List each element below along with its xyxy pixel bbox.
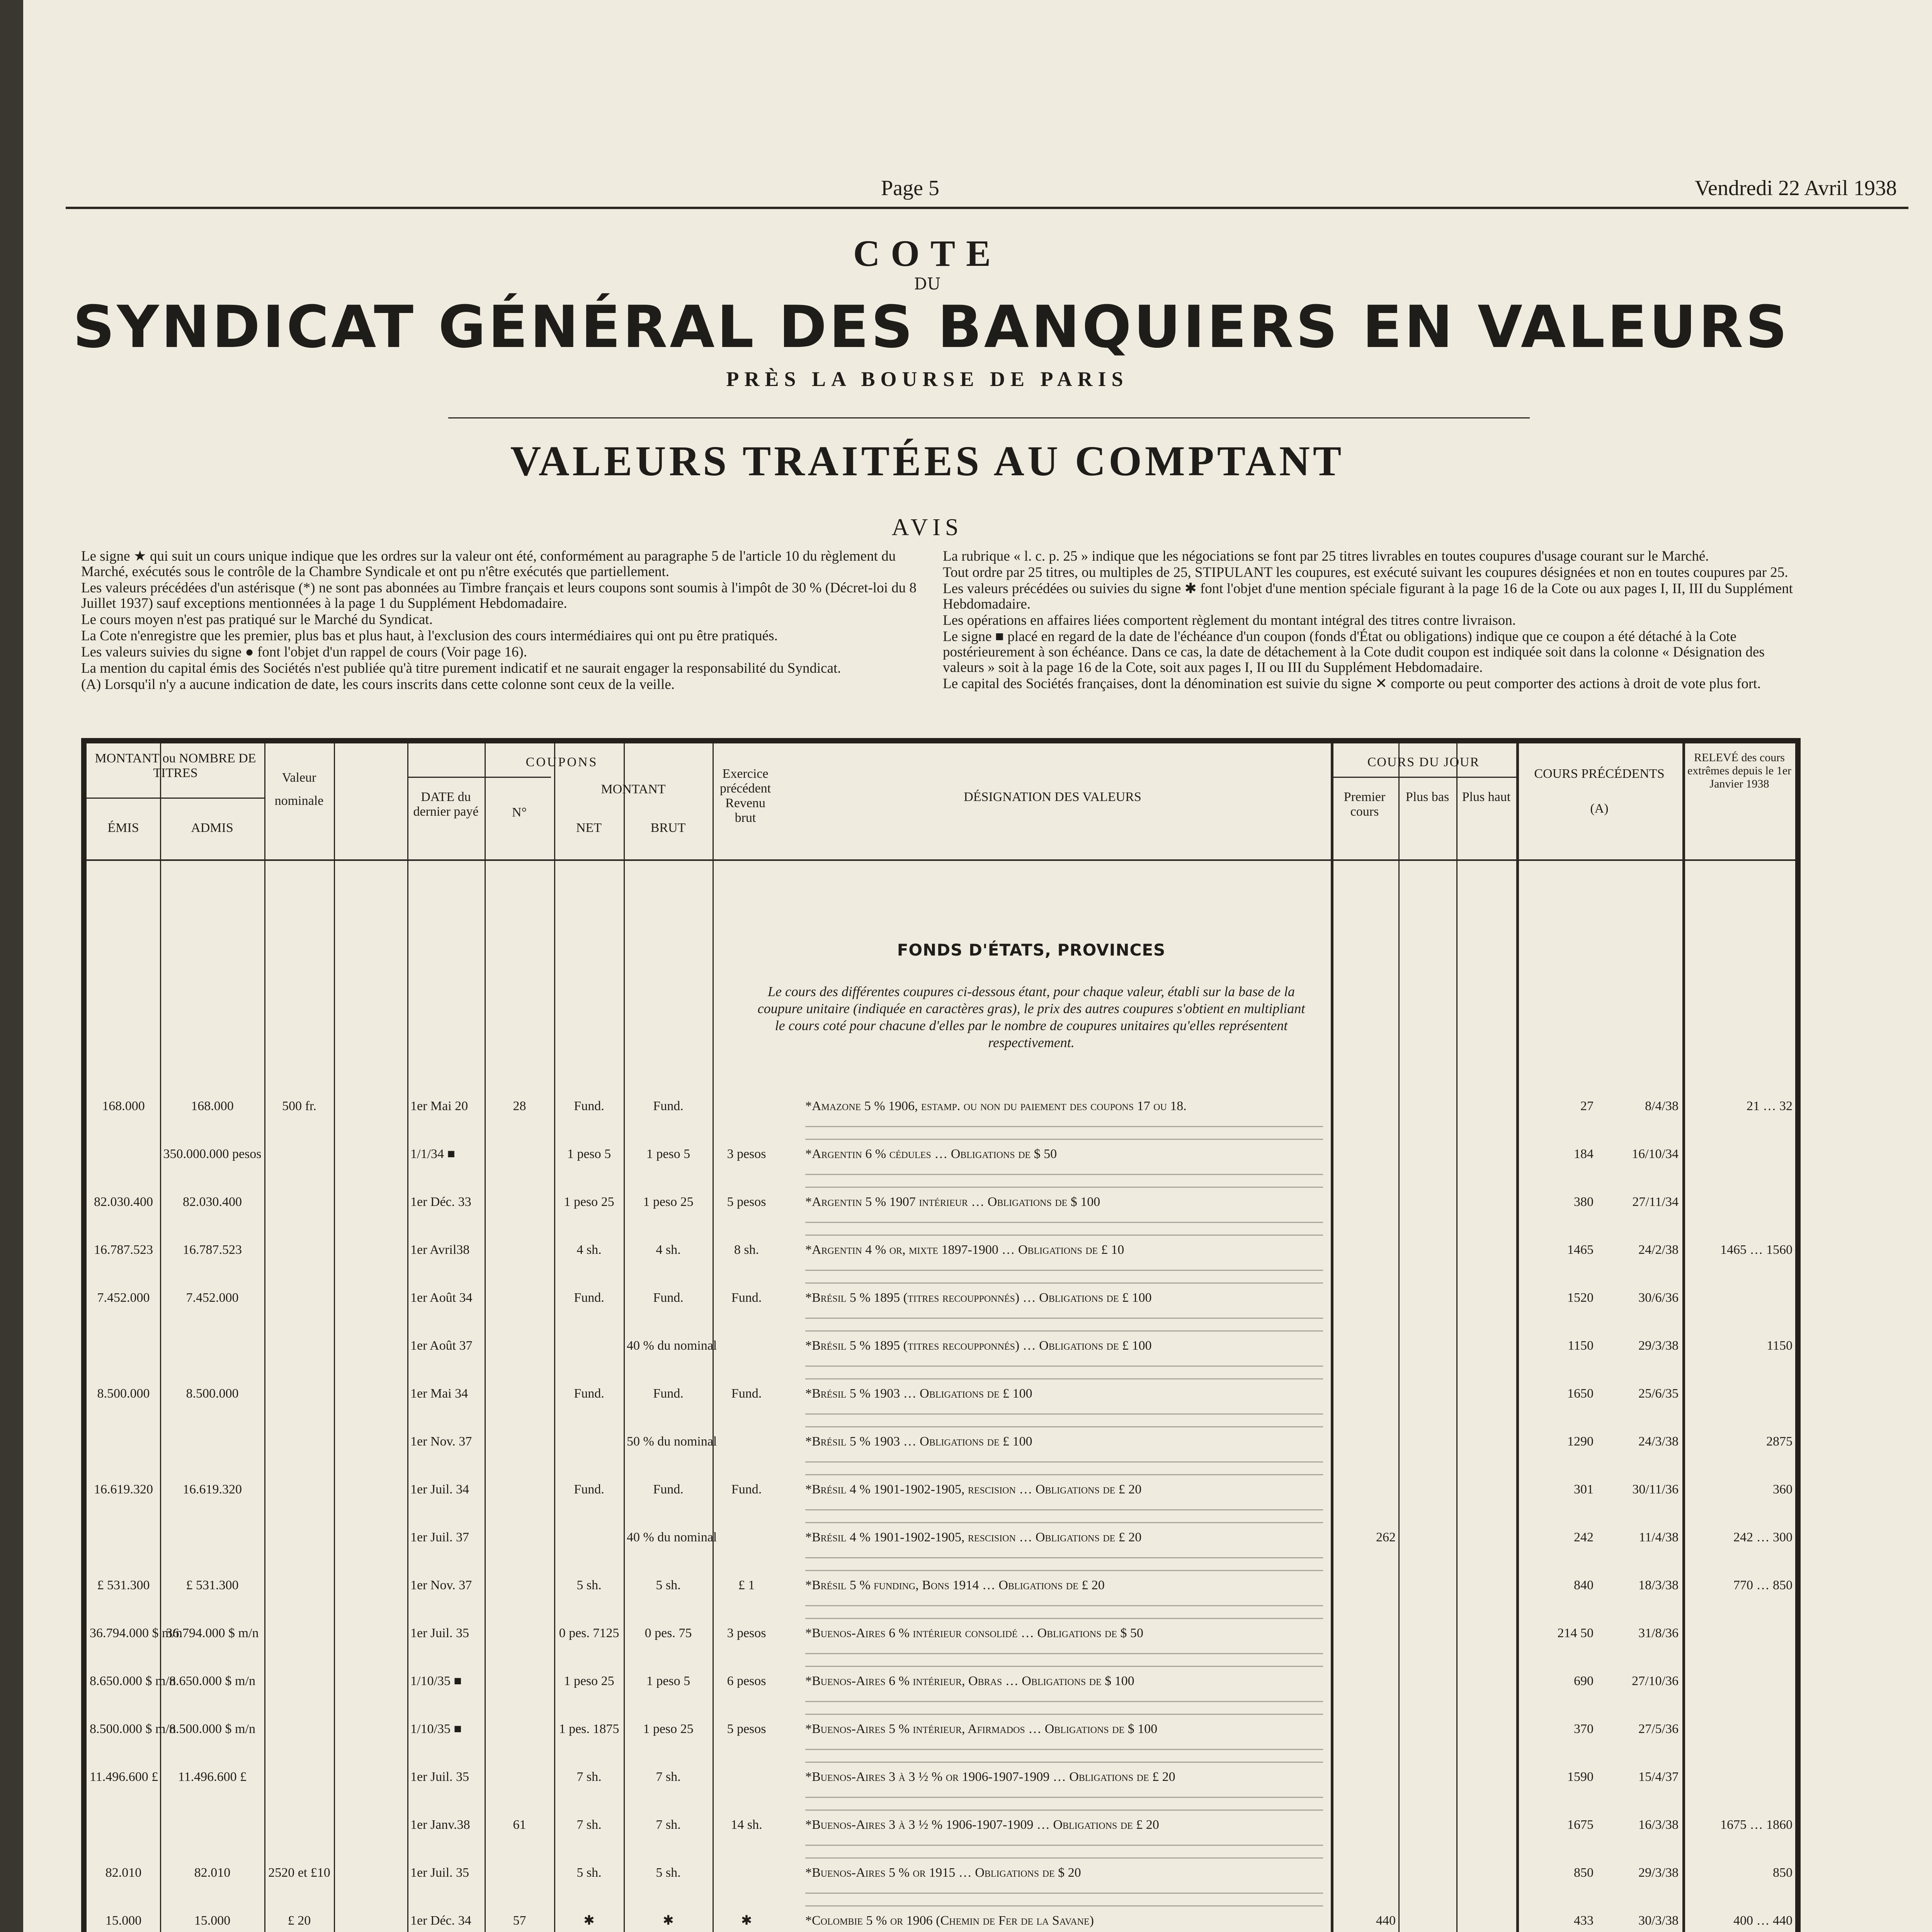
cell-admis: 16.619.320	[183, 1482, 242, 1497]
cell-brut: Fund.	[653, 1099, 684, 1113]
cell-admis: 82.010	[194, 1866, 231, 1880]
cell-emis: 82.030.400	[94, 1195, 153, 1209]
quotes-table	[81, 738, 1801, 1932]
header-admis: ADMIS	[191, 821, 233, 835]
cell-prec-date: 18/3/38	[1638, 1578, 1679, 1592]
cell-emis: 82.010	[105, 1866, 142, 1880]
cell-emis: 8.500.000	[97, 1386, 150, 1401]
page-number: Page 5	[881, 176, 939, 200]
leader-dots	[805, 1929, 1323, 1932]
notes-right	[943, 549, 1793, 692]
cell-brut: 1 peso 25	[643, 1722, 694, 1736]
cell-brut: 1 peso 25	[643, 1195, 694, 1209]
cell-date: 1er Juil. 35	[410, 1626, 469, 1640]
cell-date: 1er Nov. 37	[410, 1434, 472, 1449]
cell-des: *Buenos-Aires 3 à 3 ½ % or 1906-1907-1909 … Obligations de £ 20	[805, 1770, 1175, 1784]
cell-prec-date: 27/11/34	[1632, 1195, 1679, 1209]
note: Les valeurs suivies du signe ● font l'objet d'un rappel de cours (Voir page 16).	[81, 644, 527, 660]
cell-date: 1er Déc. 33	[410, 1195, 471, 1209]
cell-prec-date: 16/3/38	[1638, 1818, 1679, 1832]
leader-dots	[805, 1546, 1323, 1577]
cell-admis: 7.452.000	[186, 1291, 239, 1305]
header-cours-jour: COURS DU JOUR	[1367, 755, 1480, 769]
cell-brut: 1 peso 5	[646, 1147, 690, 1161]
cell-rel: 1150	[1767, 1338, 1793, 1353]
cell-prec-date: 27/5/36	[1638, 1722, 1679, 1736]
cell-prec: 850	[1574, 1866, 1594, 1880]
note: Tout ordre par 25 titres, ou multiples de 25, STIPULANT les coupures, est exécuté suivant les coupures désignées et non en toutes coupures par 25.	[943, 565, 1788, 580]
cell-date: 1er Juil. 35	[410, 1866, 469, 1880]
cell-prec-date: 29/3/38	[1638, 1866, 1679, 1880]
cell-net: 1 peso 5	[567, 1147, 611, 1161]
binding-gutter	[0, 0, 23, 1932]
cell-rel: 242 … 300	[1733, 1530, 1793, 1544]
cell-prec-date: 30/3/38	[1638, 1913, 1679, 1928]
table-row	[87, 1913, 1795, 1932]
cell-emis: £ 531.300	[97, 1578, 150, 1592]
cell-des: *Argentin 6 % cédules … Obligations de $ 50	[805, 1147, 1057, 1161]
leader-dots	[805, 1594, 1323, 1624]
cell-date: 1er Déc. 34	[410, 1913, 471, 1928]
cell-rev: Fund.	[731, 1291, 762, 1305]
cell-net: 5 sh.	[577, 1578, 602, 1592]
note: La rubrique « l. c. p. 25 » indique que les négociations se font par 25 titres livrables en toutes coupures d'usage courant sur le Marché.	[943, 548, 1709, 564]
cell-net: 1 peso 25	[564, 1195, 614, 1209]
cell-nom: £ 20	[287, 1913, 311, 1928]
header-plus-haut: Plus haut	[1462, 790, 1511, 804]
coupons-rule	[407, 777, 551, 778]
leader-dots	[805, 1881, 1323, 1912]
cell-num: 28	[513, 1099, 526, 1113]
cell-admis: 82.030.400	[183, 1195, 242, 1209]
header-designation: DÉSIGNATION DES VALEURS	[964, 790, 1141, 804]
header-net: NET	[576, 821, 602, 835]
cell-net: 5 sh.	[577, 1866, 602, 1880]
cell-des: *Argentin 4 % or, mixte 1897-1900 … Obligations de £ 10	[805, 1243, 1124, 1257]
header-brut: BRUT	[650, 821, 686, 835]
masthead-title: SYNDICAT GÉNÉRAL DES BANQUIERS EN VALEURS	[73, 294, 1790, 361]
cell-brut: 5 sh.	[656, 1866, 681, 1880]
cell-admis: 168.000	[191, 1099, 234, 1113]
cell-admis: 8.650.000 $ m/n	[169, 1674, 255, 1688]
cell-rev: 5 pesos	[727, 1195, 766, 1209]
cell-des: *Brésil 4 % 1901-1902-1905, rescision … Obligations de £ 20	[805, 1482, 1142, 1497]
cell-admis: £ 531.300	[186, 1578, 239, 1592]
cell-prec: 380	[1574, 1195, 1594, 1209]
cell-prec: 1150	[1568, 1338, 1594, 1353]
cell-date: 1er Juil. 34	[410, 1482, 469, 1497]
leader-dots	[805, 1689, 1323, 1720]
cell-net: 0 pes. 7125	[559, 1626, 619, 1640]
cell-admis: 11.496.600 £	[178, 1770, 247, 1784]
cell-prec-date: 11/4/38	[1639, 1530, 1679, 1544]
cell-rev: 5 pesos	[727, 1722, 766, 1736]
leader-dots	[805, 1737, 1323, 1768]
note: Les valeurs précédées ou suivies du signe ✱ font l'objet d'une mention spéciale figurant à la page 16 de la Cote ou aux pages I, II, III du Supplément Hebdomadaire.	[943, 581, 1793, 612]
cell-date: 1er Avril38	[410, 1243, 470, 1257]
cell-admis: 350.000.000 pesos	[163, 1147, 262, 1161]
cell-brut: 4 sh.	[656, 1243, 681, 1257]
cell-prec: 1290	[1567, 1434, 1594, 1449]
section-intro: Le cours des différentes coupures ci-dessous étant, pour chaque valeur, établi sur la base de la coupure unitaire (indiquée en caractères gras), le prix des autres coupures s'obtient en multipliant le cours coté pour chacune d'elles par le nombre de coupures unitaires qu'elles représentent respectivement.	[757, 984, 1305, 1050]
cell-admis: 8.500.000 $ m/n	[169, 1722, 255, 1736]
cell-net: ✱	[583, 1913, 595, 1928]
cell-brut: 7 sh.	[656, 1818, 681, 1832]
cell-date: 1er Août 34	[410, 1291, 473, 1305]
cell-des: *Brésil 5 % 1903 … Obligations de £ 100	[805, 1386, 1032, 1401]
cell-rel: 1675 … 1860	[1720, 1818, 1793, 1832]
cell-rel: 21 … 32	[1747, 1099, 1793, 1113]
cell-rev: 3 pesos	[727, 1626, 766, 1640]
header-cours-precedents-a: (A)	[1590, 801, 1609, 816]
header-montant-coupon: MONTANT	[601, 782, 666, 796]
cote-heading: COTE	[853, 233, 1002, 274]
leader-dots	[805, 1162, 1323, 1193]
header-coupons: COUPONS	[526, 755, 598, 769]
cell-num: 57	[513, 1913, 526, 1928]
cell-brut: Fund.	[653, 1386, 684, 1401]
cell-prem: 440	[1376, 1913, 1396, 1928]
cell-admis: 16.787.523	[183, 1243, 242, 1257]
header-bottom-rule	[87, 859, 1795, 861]
cell-des: *Buenos-Aires 5 % intérieur, Afirmados … Obligations de $ 100	[805, 1722, 1158, 1736]
leader-dots	[805, 1210, 1323, 1241]
cell-prec-date: 30/11/36	[1632, 1482, 1679, 1497]
header-nominale: nominale	[274, 794, 324, 808]
leader-dots	[805, 1258, 1323, 1289]
cell-des: *Brésil 5 % 1895 (titres recoupponnés) … Obligations de £ 100	[805, 1291, 1152, 1305]
header-date: DATE du dernier payé	[413, 790, 479, 819]
cell-prec-date: 30/6/36	[1638, 1291, 1679, 1305]
cell-prec-date: 24/2/38	[1638, 1243, 1679, 1257]
note: Le signe ★ qui suit un cours unique indique que les ordres sur la valeur ont été, conformément au paragraphe 5 de l'article 10 du règlement du Marché, exécutés sous le contrôle de la Chambre Syndicale et ont pu n'être exécutés que partiellement.	[81, 548, 896, 580]
cell-admis: 8.500.000	[186, 1386, 239, 1401]
note: Le cours moyen n'est pas pratiqué sur le Marché du Syndicat.	[81, 612, 433, 628]
cell-prec: 242	[1574, 1530, 1594, 1544]
cell-des: *Brésil 4 % 1901-1902-1905, rescision … Obligations de £ 20	[805, 1530, 1142, 1544]
cell-des: *Colombie 5 % or 1906 (Chemin de Fer de la Savane)	[805, 1913, 1094, 1928]
cell-des: *Brésil 5 % 1895 (titres recoupponnés) … Obligations de £ 100	[805, 1338, 1152, 1353]
section-title: FONDS D'ÉTATS, PROVINCES	[897, 940, 1166, 959]
cell-prec: 214 50	[1557, 1626, 1594, 1640]
cell-brut: 50 % du nominal	[627, 1434, 717, 1449]
title-rule	[448, 417, 1530, 418]
notes-left	[81, 549, 931, 693]
cell-date: 1/10/35 ■	[410, 1722, 462, 1736]
cell-date: 1er Juil. 35	[410, 1770, 469, 1784]
cell-brut: 7 sh.	[656, 1770, 681, 1784]
cell-prec: 433	[1574, 1913, 1594, 1928]
cell-rel: 1465 … 1560	[1720, 1243, 1793, 1257]
cell-des: *Argentin 5 % 1907 intérieur … Obligations de $ 100	[805, 1195, 1100, 1209]
note: (A) Lorsqu'il n'y a aucune indication de date, les cours inscrits dans cette colonne sont ceux de la veille.	[81, 677, 675, 692]
cell-net: Fund.	[574, 1482, 604, 1497]
cell-rev: Fund.	[731, 1386, 762, 1401]
montant-titres-rule	[87, 798, 264, 799]
cell-des: *Buenos-Aires 6 % intérieur, Obras … Obligations de $ 100	[805, 1674, 1134, 1688]
cell-net: Fund.	[574, 1099, 604, 1113]
cell-prec: 840	[1574, 1578, 1594, 1592]
cell-brut: 1 peso 5	[646, 1674, 690, 1688]
cell-net: 1 peso 25	[564, 1674, 614, 1688]
cell-prec: 370	[1574, 1722, 1594, 1736]
cell-des: *Buenos-Aires 5 % or 1915 … Obligations de $ 20	[805, 1866, 1081, 1880]
cours-jour-rule	[1331, 777, 1516, 778]
cell-emis: 8.650.000 $ m/n	[90, 1674, 176, 1688]
cell-brut: 40 % du nominal	[627, 1530, 717, 1544]
leader-dots	[805, 1402, 1323, 1433]
cell-des: *Brésil 5 % funding, Bons 1914 … Obligations de £ 20	[805, 1578, 1105, 1592]
cell-prec-date: 29/3/38	[1638, 1338, 1679, 1353]
cell-des: *Buenos-Aires 3 à 3 ½ % 1906-1907-1909 … Obligations de £ 20	[805, 1818, 1159, 1832]
note: Les opérations en affaires liées comportent règlement du montant intégral des titres contre livraison.	[943, 612, 1516, 628]
header-emis: ÉMIS	[107, 821, 139, 835]
leader-dots	[805, 1114, 1323, 1145]
cell-num: 61	[513, 1818, 526, 1832]
cell-emis: 16.787.523	[94, 1243, 153, 1257]
header-montant: MONTANT ou NOMBRE DE TITRES	[95, 751, 256, 780]
cell-emis: 11.496.600 £	[90, 1770, 158, 1784]
cell-rel: 360	[1773, 1482, 1793, 1497]
cell-prec: 184	[1574, 1147, 1594, 1161]
cell-prec: 1465	[1567, 1243, 1594, 1257]
cell-emis: 15.000	[105, 1913, 142, 1928]
cell-prec: 1520	[1567, 1291, 1594, 1305]
leader-dots	[805, 1785, 1323, 1816]
cell-prem: 262	[1376, 1530, 1396, 1544]
cell-date: 1er Août 37	[410, 1338, 473, 1353]
cell-rev: 6 pesos	[727, 1674, 766, 1688]
cell-des: *Brésil 5 % 1903 … Obligations de £ 100	[805, 1434, 1032, 1449]
cell-nom: 500 fr.	[282, 1099, 316, 1113]
header-releve: RELEVÉ des cours extrêmes depuis le 1er Janvier 1938	[1687, 751, 1792, 790]
cell-net: 7 sh.	[577, 1818, 602, 1832]
cell-brut: 0 pes. 75	[645, 1626, 692, 1640]
newspaper-page	[23, 0, 1932, 1932]
cell-date: 1er Nov. 37	[410, 1578, 472, 1592]
cell-prec: 301	[1574, 1482, 1594, 1497]
header-numero: N°	[512, 805, 527, 820]
header-valeur: Valeur	[282, 770, 316, 785]
cell-rel: 770 … 850	[1733, 1578, 1793, 1592]
cell-prec: 690	[1574, 1674, 1594, 1688]
cell-des: *Amazone 5 % 1906, estamp. ou non du paiement des coupons 17 ou 18.	[805, 1099, 1187, 1113]
cell-rev: 14 sh.	[731, 1818, 762, 1832]
note: La Cote n'enregistre que les premier, plus bas et plus haut, à l'exclusion des cours intermédiaires qui ont pu être pratiqués.	[81, 628, 778, 644]
cell-date: 1/10/35 ■	[410, 1674, 462, 1688]
cell-prec: 27	[1580, 1099, 1594, 1113]
leader-dots	[805, 1450, 1323, 1481]
leader-dots	[805, 1306, 1323, 1337]
cell-emis: 8.500.000 $ m/n	[90, 1722, 176, 1736]
cell-rev: ✱	[741, 1913, 752, 1928]
cell-brut: Fund.	[653, 1482, 684, 1497]
cell-date: 1/1/34 ■	[410, 1147, 455, 1161]
cell-prec: 1650	[1567, 1386, 1594, 1401]
note: Les valeurs précédées d'un astérisque (*) ne sont pas abonnées au Timbre français et leurs coupons sont soumis à l'impôt de 30 % (Décret-loi du 8 Juillet 1937) sauf exceptions mentionnées à la page 1 du Supplément Hebdomadaire.	[81, 580, 917, 611]
cell-date: 1er Juil. 37	[410, 1530, 469, 1544]
header-premier: Premier cours	[1344, 790, 1386, 819]
cell-prec-date: 31/8/36	[1638, 1626, 1679, 1640]
cell-prec-date: 16/10/34	[1632, 1147, 1679, 1161]
cell-net: 7 sh.	[577, 1770, 602, 1784]
masthead-subtitle: PRÈS LA BOURSE DE PARIS	[726, 367, 1129, 391]
cell-rel: 850	[1773, 1866, 1793, 1880]
leader-dots	[805, 1354, 1323, 1385]
header-rule	[66, 207, 1908, 209]
cell-brut: Fund.	[653, 1291, 684, 1305]
cell-emis: 168.000	[102, 1099, 145, 1113]
note: La mention du capital émis des Sociétés n'est publiée qu'à titre purement indicatif et ne saurait engager la responsabilité du Syndicat.	[81, 660, 841, 676]
header-plus-bas: Plus bas	[1405, 790, 1449, 804]
cell-nom: 2520 et £10	[268, 1866, 330, 1880]
du-heading: DU	[914, 274, 941, 293]
cell-rev: 3 pesos	[727, 1147, 766, 1161]
cell-prec-date: 24/3/38	[1638, 1434, 1679, 1449]
cell-rel: 400 … 440	[1733, 1913, 1793, 1928]
cell-brut: 40 % du nominal	[627, 1338, 717, 1353]
cell-rev: 8 sh.	[734, 1243, 759, 1257]
leader-dots	[805, 1833, 1323, 1864]
cell-admis: 15.000	[194, 1913, 231, 1928]
cell-prec-date: 15/4/37	[1638, 1770, 1679, 1784]
note: Le signe ■ placé en regard de la date de l'échéance d'un coupon (fonds d'État ou obligations) indique que ce coupon a été détaché à la Cote postérieurement à son échéance. Dans ce cas, la date de détachement à la Cote dudit coupon est indiquée soit dans la colonne « Désignation des valeurs » soit à la page 16 de la Cote, soit aux pages I, II ou III du Supplément Hebdomadaire.	[943, 629, 1765, 675]
avis-heading: AVIS	[891, 514, 963, 541]
issue-date: Vendredi 22 Avril 1938	[1694, 176, 1897, 200]
leader-dots	[805, 1498, 1323, 1529]
cell-rev: £ 1	[738, 1578, 755, 1592]
cell-rel: 2875	[1766, 1434, 1793, 1449]
cell-emis: 7.452.000	[97, 1291, 150, 1305]
cell-net: Fund.	[574, 1386, 604, 1401]
cell-rev: Fund.	[731, 1482, 762, 1497]
cell-net: Fund.	[574, 1291, 604, 1305]
cell-brut: 5 sh.	[656, 1578, 681, 1592]
cell-date: 1er Janv.38	[410, 1818, 470, 1832]
cell-des: *Buenos-Aires 6 % intérieur consolidé … Obligations de $ 50	[805, 1626, 1143, 1640]
cell-prec-date: 8/4/38	[1645, 1099, 1679, 1113]
cell-prec-date: 25/6/35	[1638, 1386, 1679, 1401]
section-heading: VALEURS TRAITÉES AU COMPTANT	[510, 437, 1345, 485]
cell-date: 1er Mai 34	[410, 1386, 468, 1401]
cell-brut: ✱	[663, 1913, 674, 1928]
cell-net: 1 pes. 1875	[559, 1722, 619, 1736]
cell-net: 4 sh.	[577, 1243, 602, 1257]
cell-emis: 16.619.320	[94, 1482, 153, 1497]
cell-prec-date: 27/10/36	[1632, 1674, 1679, 1688]
cell-emis: 36.794.000 $ m/n	[90, 1626, 182, 1640]
cell-prec: 1675	[1567, 1818, 1594, 1832]
cell-admis: 36.794.000 $ m/n	[166, 1626, 259, 1640]
header-exercice: Exercice précédent Revenu brut	[719, 767, 771, 825]
header-cours-precedents: COURS PRÉCÉDENTS	[1534, 767, 1665, 781]
cell-date: 1er Mai 20	[410, 1099, 468, 1113]
cell-prec: 1590	[1567, 1770, 1594, 1784]
leader-dots	[805, 1641, 1323, 1672]
note: Le capital des Sociétés françaises, dont la dénomination est suivie du signe ✕ comporte ou peut comporter des actions à droit de vote plus fort.	[943, 676, 1761, 692]
